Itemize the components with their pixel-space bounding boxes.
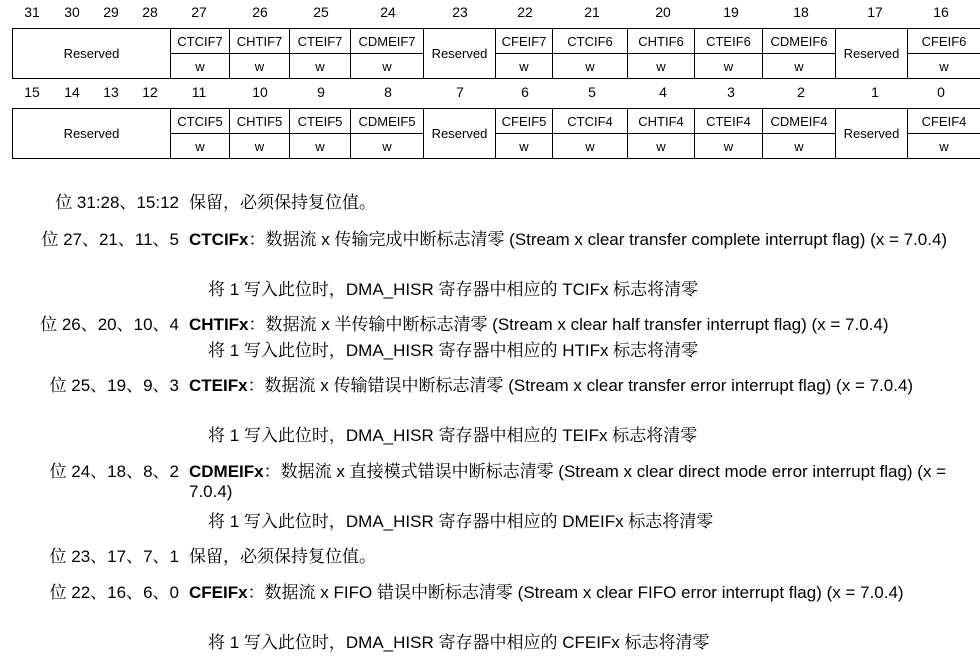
access-w: w [496,134,553,159]
field-chtif6: CHTIF6 [628,29,695,54]
bit-number: 7 [456,84,464,100]
field-name: CTEIFx [189,376,248,395]
access-w: w [908,54,980,79]
bit-number: 29 [103,4,119,20]
field-ctcif5: CTCIF5 [171,109,230,134]
field-cteif4: CTEIF4 [695,109,763,134]
bit-numbers-top [12,2,972,22]
field-name: CTCIFx [189,230,249,249]
desc-text: 保留，必须保持复位值。 [189,193,376,212]
bit-label: 位 22、16、6、0 [49,583,179,602]
bit-number: 23 [452,4,468,20]
bit-label: 位 24、18、8、2 [49,462,179,481]
desc-text: ：数据流 x 传输完成中断标志清零 (Stream x clear transfer complete interrupt flag) (x = 7.0.4) [248,230,948,249]
access-w: w [763,134,836,159]
field-cteif6: CTEIF6 [695,29,763,54]
field-cfeif5: CFEIF5 [496,109,553,134]
access-w: w [763,54,836,79]
bit-number: 20 [655,4,671,20]
bit-number: 30 [64,4,80,20]
access-w: w [351,134,424,159]
bit-number: 11 [191,84,207,100]
field-cdmeif6: CDMEIF6 [763,29,836,54]
bit-number: 16 [933,4,949,20]
access-w: w [628,134,695,159]
desc-note: 将 1 写入此位时，DMA_HISR 寄存器中相应的 CFEIFx 标志将清零 [208,633,710,652]
register-table-high [12,28,980,79]
access-w: w [230,134,290,159]
bit-label: 位 23、17、7、1 [49,547,179,566]
desc-text: 保留，必须保持复位值。 [189,547,376,566]
bit-label: 位 31:28、15:12 [55,193,179,212]
bit-number: 18 [793,4,809,20]
field-cfeif6: CFEIF6 [908,29,980,54]
register-table-low [12,108,980,159]
desc-text: ：数据流 x 直接模式错误中断标志清零 (Stream x clear direct mode error interrupt flag) (x = 7.0.4) [189,462,947,501]
bit-number: 9 [317,84,325,100]
reserved-field: Reserved [424,109,496,159]
bit-label: 位 27、21、11、5 [41,230,179,249]
bit-number: 14 [64,84,80,100]
field-cteif5: CTEIF5 [290,109,351,134]
desc-text: ：数据流 x 传输错误中断标志清零 (Stream x clear transfer error interrupt flag) (x = 7.0.4) [247,376,914,395]
access-w: w [553,54,628,79]
bit-number: 25 [313,4,329,20]
access-w: w [496,54,553,79]
bit-number: 26 [252,4,268,20]
bit-number: 4 [659,84,667,100]
bit-number: 1 [871,84,879,100]
desc-note: 将 1 写入此位时，DMA_HISR 寄存器中相应的 HTIFx 标志将清零 [208,341,699,360]
field-cteif7: CTEIF7 [290,29,351,54]
reserved-field: Reserved [13,109,171,159]
reserved-field: Reserved [13,29,171,79]
access-w: w [553,134,628,159]
desc-text: ：数据流 x 半传输中断标志清零 (Stream x clear half transfer interrupt flag) (x = 7.0.4) [248,315,889,334]
access-w: w [695,54,763,79]
field-chtif7: CHTIF7 [230,29,290,54]
bit-number: 27 [191,4,207,20]
bit-number: 21 [584,4,600,20]
bit-number: 0 [937,84,945,100]
bit-number: 24 [380,4,396,20]
access-w: w [230,54,290,79]
access-w: w [351,54,424,79]
field-cdmeif5: CDMEIF5 [351,109,424,134]
bit-label: 位 25、19、9、3 [49,376,179,395]
field-ctcif4: CTCIF4 [553,109,628,134]
reserved-field: Reserved [836,29,908,79]
bit-number: 10 [252,84,268,100]
access-w: w [171,54,230,79]
access-w: w [695,134,763,159]
field-ctcif7: CTCIF7 [171,29,230,54]
access-w: w [290,134,351,159]
desc-note: 将 1 写入此位时，DMA_HISR 寄存器中相应的 DMEIFx 标志将清零 [208,512,714,531]
desc-note: 将 1 写入此位时，DMA_HISR 寄存器中相应的 TCIFx 标志将清零 [208,280,699,299]
bit-numbers-bottom [12,82,972,102]
reserved-field: Reserved [424,29,496,79]
bit-number: 3 [727,84,735,100]
bit-number: 28 [142,4,158,20]
field-chtif5: CHTIF5 [230,109,290,134]
field-chtif4: CHTIF4 [628,109,695,134]
desc-note: 将 1 写入此位时，DMA_HISR 寄存器中相应的 TEIFx 标志将清零 [208,426,698,445]
reserved-field: Reserved [836,109,908,159]
bit-number: 12 [142,84,158,100]
field-name: CFEIFx [189,583,248,602]
bit-number: 8 [384,84,392,100]
bit-number: 5 [588,84,596,100]
bit-label: 位 26、20、10、4 [40,315,179,334]
desc-text: ：数据流 x FIFO 错误中断标志清零 (Stream x clear FIFO error interrupt flag) (x = 7.0.4) [247,583,904,602]
access-w: w [171,134,230,159]
field-cdmeif7: CDMEIF7 [351,29,424,54]
access-w: w [628,54,695,79]
bit-number: 22 [517,4,533,20]
bit-number: 19 [723,4,739,20]
field-cfeif7: CFEIF7 [496,29,553,54]
bit-number: 15 [24,84,40,100]
field-cfeif4: CFEIF4 [908,109,980,134]
access-w: w [290,54,351,79]
bit-number: 31 [24,4,40,20]
bit-number: 2 [797,84,805,100]
field-name: CHTIFx [189,315,249,334]
field-ctcif6: CTCIF6 [553,29,628,54]
field-cdmeif4: CDMEIF4 [763,109,836,134]
bit-number: 6 [521,84,529,100]
bit-number: 13 [103,84,119,100]
access-w: w [908,134,980,159]
field-name: CDMEIFx [189,462,264,481]
bit-number: 17 [867,4,883,20]
